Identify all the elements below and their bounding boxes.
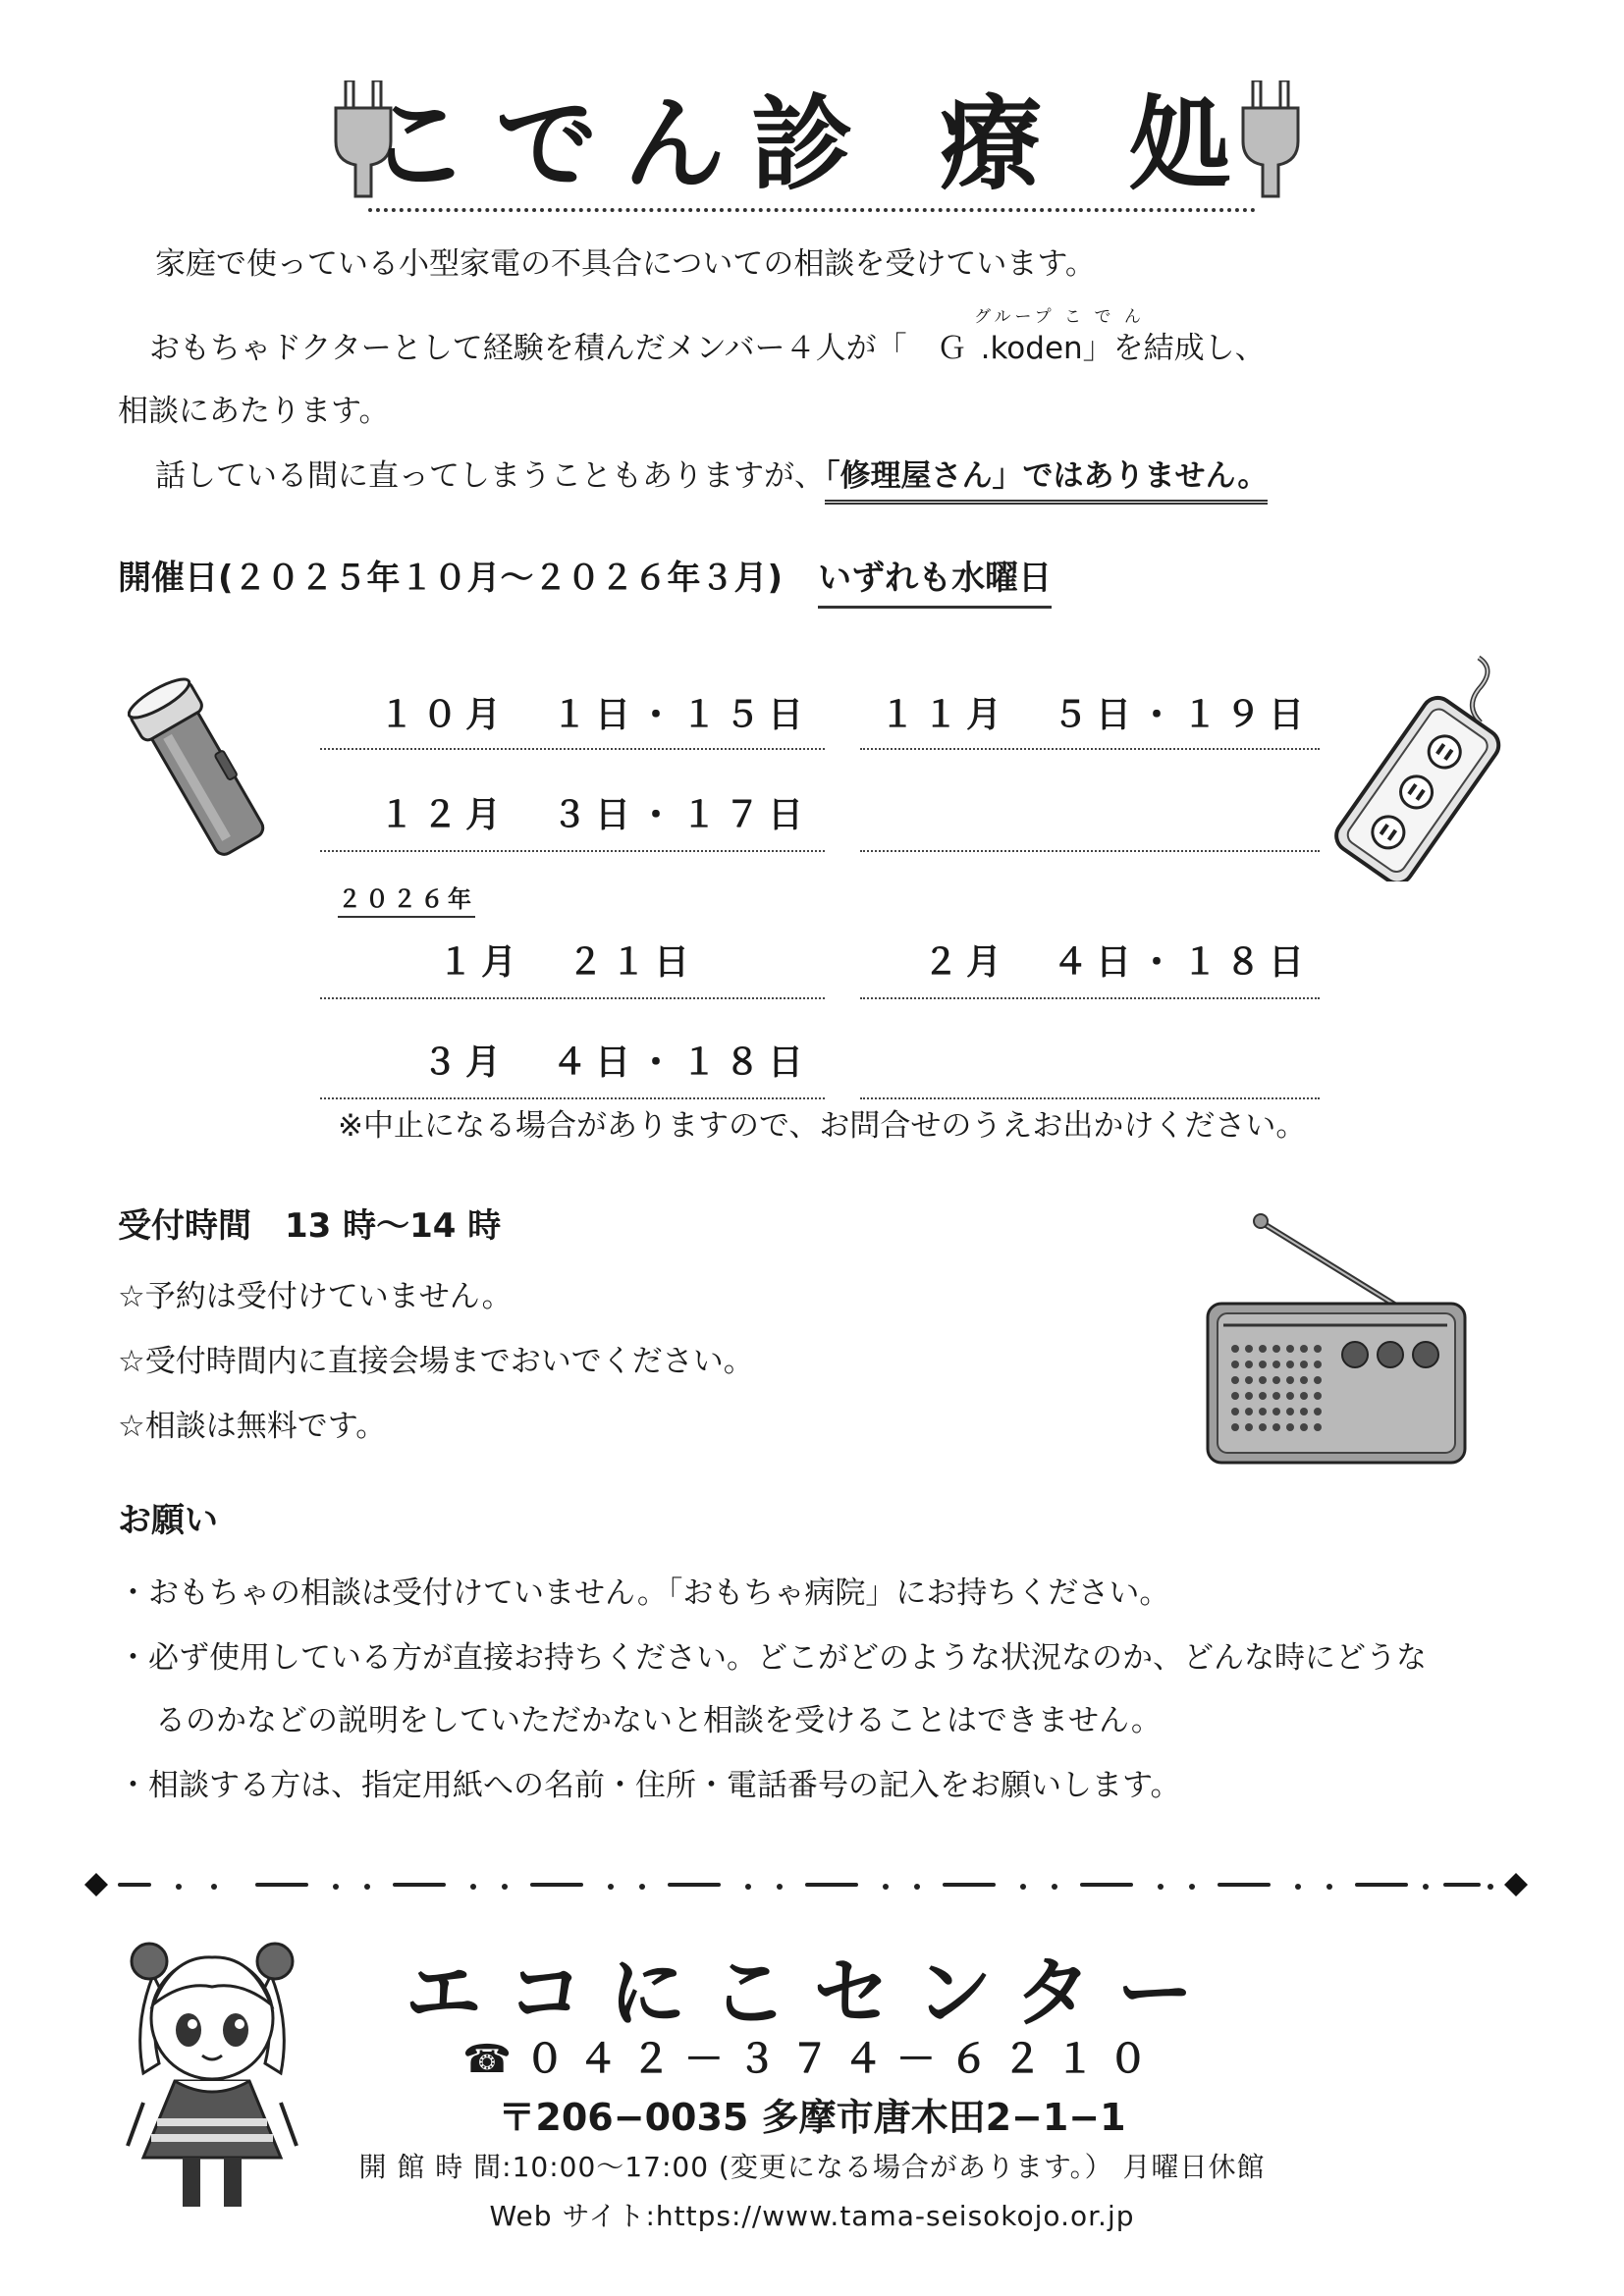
page-title: こでん診 療 処: [368, 86, 1256, 212]
section-separator: [84, 1873, 1528, 1896]
schedule-heading: [118, 559, 1053, 598]
date-oct: １０月 １日・１５日: [378, 695, 811, 735]
reception-item: ☆受付時間内に直接会場までおいでください。: [118, 1344, 754, 1379]
flashlight-icon: [128, 675, 275, 868]
request-item: ・相談する方は、指定用紙への名前・住所・電話番号の記入をお願いします。: [118, 1768, 1181, 1803]
intro-line-3: 相談にあたります。: [118, 394, 390, 429]
date-row-divider: [860, 1097, 1320, 1099]
date-jan: １月 ２１日: [437, 942, 697, 983]
intro-line-2a: おもちゃドクターとして経験を積んだメンバー４人が「: [149, 331, 907, 366]
center-name: エコにこセンター: [405, 1949, 1219, 2038]
date-row-divider: [860, 748, 1320, 750]
intro-line-2: [149, 331, 1266, 366]
opening-hours: 開 館 時 間:10:00～17:00 (変更になる場合があります。） 月曜日休館: [358, 2151, 1266, 2183]
schedule-period: 開催日(２０２５年１０月～２０２６年３月): [118, 559, 784, 598]
reception-item: ☆相談は無料です。: [118, 1409, 387, 1444]
address: 〒206−0035 多摩市唐木田2−1−1: [498, 2096, 1126, 2139]
request-item: ・必ず使用している方が直接お持ちください。どこがどのような状況なのか、どんな時にどうな: [118, 1640, 1427, 1676]
phone-number: ☎０４２－３７４－６２１０: [462, 2037, 1162, 2082]
intro-line-2b: .koden」を結成し、: [980, 331, 1266, 366]
date-row-divider: [320, 1097, 825, 1099]
cancellation-note: ※中止になる場合がありますので、お問合せのうえお出かけください。: [338, 1108, 1307, 1144]
intro-group-letter: Ｇ: [936, 331, 967, 366]
date-dec: １２月 ３日・１７日: [378, 795, 811, 835]
date-row-divider: [320, 997, 825, 999]
year-label: ２０２６年: [338, 880, 475, 918]
date-mar: ３月 ４日・１８日: [421, 1042, 811, 1083]
power-strip-icon: [1331, 650, 1508, 881]
ruby-annotation: グループ こ で ん: [974, 307, 1145, 327]
request-item: ・おもちゃの相談は受付けていません。「おもちゃ病院」にお持ちください。: [118, 1575, 1170, 1611]
intro-line-1: 家庭で使っている小型家電の不具合についての相談を受けています。: [155, 246, 1096, 282]
date-row-divider: [320, 850, 825, 852]
not-repair-shop-note: 「修理屋さん」ではありません。: [825, 458, 1268, 505]
intro-line-4: [155, 458, 1269, 494]
date-row-divider: [320, 748, 825, 750]
date-row-divider: [860, 997, 1320, 999]
intro-line-4a: 話している間に直ってしまうこともありますが、: [155, 458, 825, 494]
weekday-note: いずれも水曜日: [818, 559, 1052, 609]
requests-heading: お願い: [118, 1501, 218, 1540]
reception-item: ☆予約は受付けていません。: [118, 1279, 513, 1314]
date-nov: １１月 ５日・１９日: [879, 695, 1312, 735]
page-title-wrap: [0, 86, 1624, 212]
radio-icon: [1200, 1211, 1473, 1468]
reception-heading: 受付時間 13 時～14 時: [118, 1206, 502, 1246]
request-item: るのかなどの説明をしていただかないと相談を受けることはできません。: [155, 1703, 1162, 1738]
website: Web サイト:https://www.tama-seisokojo.or.jp: [489, 2200, 1135, 2232]
date-feb: ２月 ４日・１８日: [922, 942, 1312, 983]
date-row-divider: [860, 850, 1320, 852]
